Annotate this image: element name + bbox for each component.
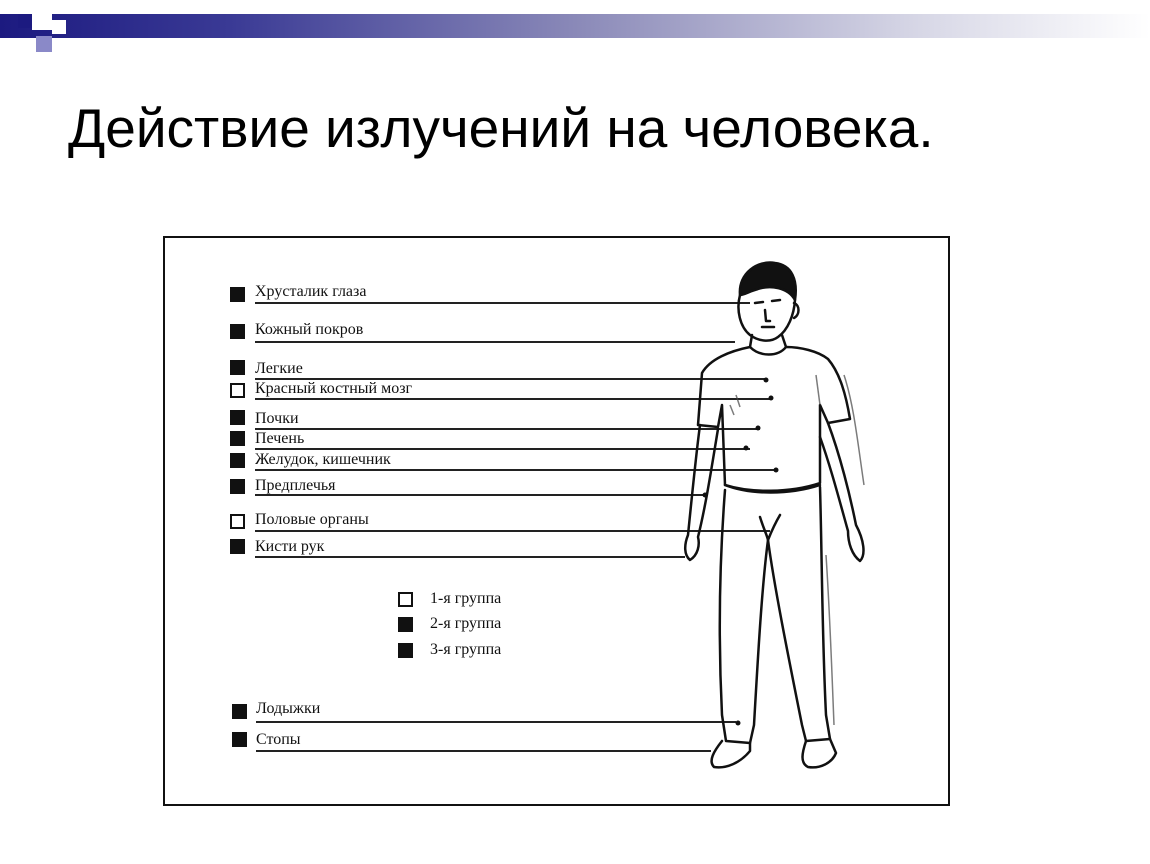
organ-label: Стопы [256, 731, 301, 748]
leader-line [256, 750, 711, 752]
legend-label: 3-я группа [430, 641, 502, 658]
legend-marker [398, 592, 413, 607]
organ-label: Предплечья [255, 477, 336, 494]
header-deco-square [36, 36, 52, 52]
group-marker [230, 453, 245, 468]
header-deco-square [18, 14, 32, 28]
organ-label: Половые органы [255, 511, 369, 528]
group-marker [230, 431, 245, 446]
group-marker [230, 410, 245, 425]
right-shoe [803, 739, 837, 767]
group-marker [230, 324, 245, 339]
organ-label: Легкие [255, 360, 303, 377]
leader-line [255, 341, 735, 343]
human-figure-illustration [670, 255, 900, 785]
header-deco-square [32, 0, 52, 30]
leader-line [255, 494, 705, 496]
legend-label: 2-я группа [430, 615, 502, 632]
group-marker [230, 360, 245, 375]
group-marker [232, 732, 247, 747]
left-arm [685, 425, 718, 560]
legend-label: 1-я группа [430, 590, 502, 607]
group-marker [230, 479, 245, 494]
organ-label: Красный костный мозг [255, 380, 413, 397]
organ-label: Печень [255, 430, 305, 447]
group-marker [230, 287, 245, 302]
organ-label: Лодыжки [256, 700, 321, 717]
hair [740, 263, 796, 300]
group-marker [230, 383, 245, 398]
group-marker [230, 539, 245, 554]
organ-label: Кожный покров [255, 321, 364, 338]
header-gradient-bar [0, 14, 1150, 38]
organ-label: Желудок, кишечник [255, 451, 391, 468]
right-arm [820, 423, 863, 561]
header-deco-square [52, 20, 66, 34]
organ-label: Кисти рук [255, 538, 325, 555]
group-marker [232, 704, 247, 719]
slide-title: Действие излучений на человека. [68, 97, 934, 159]
left-shoe [712, 741, 750, 767]
legend-marker [398, 617, 413, 632]
group-marker [230, 514, 245, 529]
organ-label: Почки [255, 410, 299, 427]
organ-label: Хрусталик глаза [255, 283, 367, 300]
leader-line [255, 556, 685, 558]
legend-marker [398, 643, 413, 658]
leader-line [256, 721, 736, 723]
